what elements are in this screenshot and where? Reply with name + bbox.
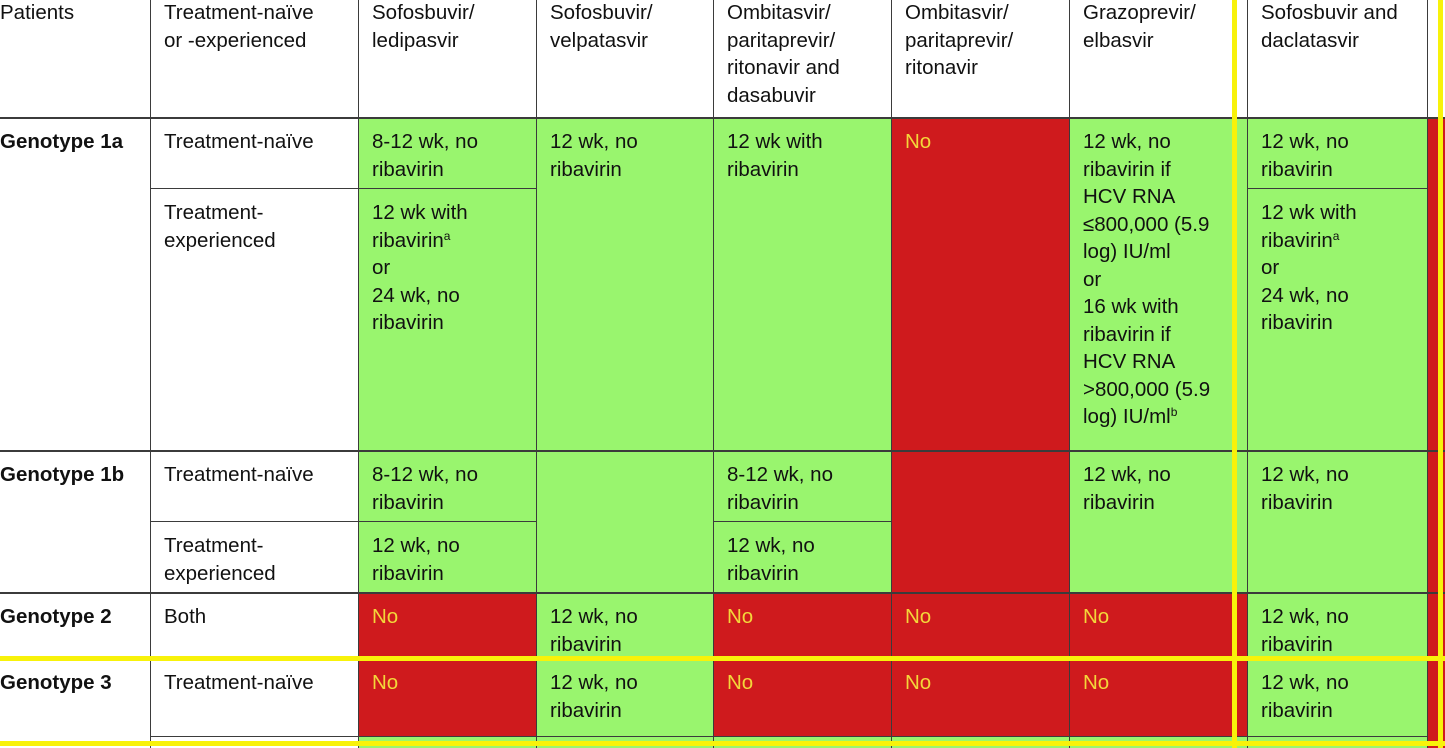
header-grazoprevir-elbasvir-text: Grazoprevir/ elbasvir [1083,1,1196,52]
header-ombitasvir-paritaprevir-ritonavir-dasabuvir-text: Ombitasvir/ paritaprevir/ ritonavir and dasabuvir [727,1,840,107]
column-divider [536,0,537,748]
header-ombitasvir-paritaprevir-ritonavir [891,0,1069,117]
sub-row-divider [150,188,536,189]
g2-ombi-cell-text: No [905,605,932,628]
column-divider [713,0,714,748]
g3-ombi-dasa-cell-text: No [727,671,754,694]
g1a-sof-dacla-experienced-cell-text: 12 wk with ribavirin$^a$ or 24 wk, no ribavirin [1261,201,1357,334]
row-divider [0,450,1445,452]
column-divider [150,0,151,748]
g1a-experienced-label [150,188,358,450]
g2-sof-dacla-cell-text: 12 wk, no ribavirin [1261,605,1349,656]
g1a-sof-led-experienced-cell [358,188,536,450]
g2-sof-led-cell-text: No [372,605,399,628]
g1b-ombi-dasa-experienced-cell [713,521,891,592]
footnote-mark: a [443,228,451,243]
row-divider [0,592,1445,594]
sub-row-divider [150,521,536,522]
g3-ombi-dasa-cell [713,658,891,748]
sub-row-divider [713,521,891,522]
g2-grazo-cell-text: No [1083,605,1110,628]
g2-sof-vel-cell-text: 12 wk, no ribavirin [550,605,638,656]
footnote-mark: a [1332,228,1340,243]
g3-ombi-cell [891,658,1069,748]
column-divider [891,0,892,748]
g2-ombi-dasa-cell-text: No [727,605,754,628]
header-treatment-status-text: Treatment-naïve or -experienced [164,1,314,52]
g1a-ombi-dasa-cell-text: 12 wk with ribavirin [727,130,823,181]
g1a-ombi-dasa-cell [713,117,891,450]
g1a-sof-led-naive-cell-text: 8-12 wk, no ribavirin [372,130,478,181]
column-highlight-left [1232,0,1237,748]
g1b-grazo-cell-text: 12 wk, no ribavirin [1083,463,1171,514]
g2-grazo-cell [1069,592,1247,658]
g1a-grazo-cell-text: 12 wk, no ribavirin if HCV RNA ≤800,000 (5.9 log) IU/ml or 16 wk with ribavirin if HCV RNA >800,000 (5.9 log) $IU/ml^b$ [1083,130,1211,428]
header-treatment-status [150,0,358,117]
genotype-2-label-text: Genotype 2 [0,605,112,628]
header-ombitasvir-paritaprevir-ritonavir-text: Ombitasvir/ paritaprevir/ ritonavir [905,1,1014,79]
g1b-ombi-dasa-experienced-cell-text: 12 wk, no ribavirin [727,534,815,585]
sub-row-divider [1247,188,1427,189]
g3-grazo-cell [1069,658,1247,748]
g3-sof-vel-cell-text: 12 wk, no ribavirin [550,671,638,722]
header-sofosbuvir-velpatasvir [536,0,713,117]
column-divider [1427,0,1428,748]
header-patients-text: Patients [0,1,75,24]
g1a-naive-label [150,117,358,188]
g3-sof-led-cell-text: No [372,671,399,694]
g3-treatment-label-text: Treatment-naïve [164,671,314,694]
genotype-1a-label [0,117,150,450]
g3-ombi-cell-text: No [905,671,932,694]
g2-sof-led-cell [358,592,536,658]
g2-treatment-label-text: Both [164,605,207,628]
g1a-naive-label-text: Treatment-naïve [164,130,314,153]
header-sofosbuvir-ledipasvir [358,0,536,117]
column-highlight-right [1438,0,1443,748]
g2-treatment-label [150,592,358,658]
g3-sof-dacla-cell [1247,658,1427,748]
g1b-naive-label-text: Treatment-naïve [164,463,314,486]
g3-sof-led-cell [358,658,536,748]
g2-sof-vel-cell [536,592,713,658]
g1b-ombi-dasa-naive-cell-text: 8-12 wk, no ribavirin [727,463,833,514]
row-highlight-bottom [0,741,1445,746]
g1b-grazo-cell [1069,450,1247,592]
g1a-sof-led-naive-cell [358,117,536,188]
g2-sof-dacla-cell [1247,592,1427,658]
footnote-mark: b [1170,405,1178,419]
g1-ombi-cell [891,117,1069,592]
g1b-sof-led-naive-cell [358,450,536,521]
header-patients [0,0,150,117]
column-divider [358,0,359,748]
header-ombitasvir-paritaprevir-ritonavir-dasabuvir [713,0,891,117]
column-divider [1247,0,1248,748]
g1a-sof-dacla-naive-cell-text: 12 wk, no ribavirin [1261,130,1349,181]
header-sofosbuvir-velpatasvir-text: Sofosbuvir/ velpatasvir [550,1,653,52]
genotype-3-label-text: Genotype 3 [0,671,112,694]
g1a-sof-dacla-experienced-cell [1247,188,1427,450]
genotype-1b-label-text: Genotype 1b [0,463,125,486]
header-grazoprevir-elbasvir [1069,0,1247,117]
g1b-experienced-label-text: Treatment- experienced [164,534,276,585]
g1a-sof-led-experienced-cell-text: 12 wk with ribavirin$^a$ or 24 wk, no ribavirin [372,201,468,334]
g3-sof-vel-cell [536,658,713,748]
header-sofosbuvir-daclatasvir-text: Sofosbuvir and daclatasvir [1261,1,1398,52]
row-divider [0,117,1445,119]
g1-ombi-cell-text: No [905,130,932,153]
g1a-sof-dacla-naive-cell [1247,117,1427,188]
genotype-2-label [0,592,150,658]
g1b-ombi-dasa-naive-cell [713,450,891,521]
g2-ombi-dasa-cell [713,592,891,658]
g1b-experienced-label [150,521,358,592]
g1b-naive-label [150,450,358,521]
g1a-grazo-cell [1069,117,1247,450]
header-sofosbuvir-daclatasvir [1247,0,1427,117]
genotype-1b-label [0,450,150,592]
header-sofosbuvir-ledipasvir-text: Sofosbuvir/ ledipasvir [372,1,475,52]
g1-sof-vel-cell [536,117,713,592]
column-divider [1069,0,1070,748]
g2-ombi-cell [891,592,1069,658]
g1b-sof-dacla-cell-text: 12 wk, no ribavirin [1261,463,1349,514]
g1-sof-vel-cell-text: 12 wk, no ribavirin [550,130,638,181]
g1a-experienced-label-text: Treatment- experienced [164,201,276,252]
g1b-sof-led-experienced-cell-text: 12 wk, no ribavirin [372,534,460,585]
genotype-1a-label-text: Genotype 1a [0,130,124,153]
g3-grazo-cell-text: No [1083,671,1110,694]
row-highlight-top [0,656,1445,661]
g3-treatment-label [150,658,358,736]
g3-sof-dacla-cell-text: 12 wk, no ribavirin [1261,671,1349,722]
g1b-sof-led-naive-cell-text: 8-12 wk, no ribavirin [372,463,478,514]
g1b-sof-dacla-cell [1247,450,1427,592]
g1b-sof-led-experienced-cell [358,521,536,592]
genotype-3-label [0,658,150,748]
